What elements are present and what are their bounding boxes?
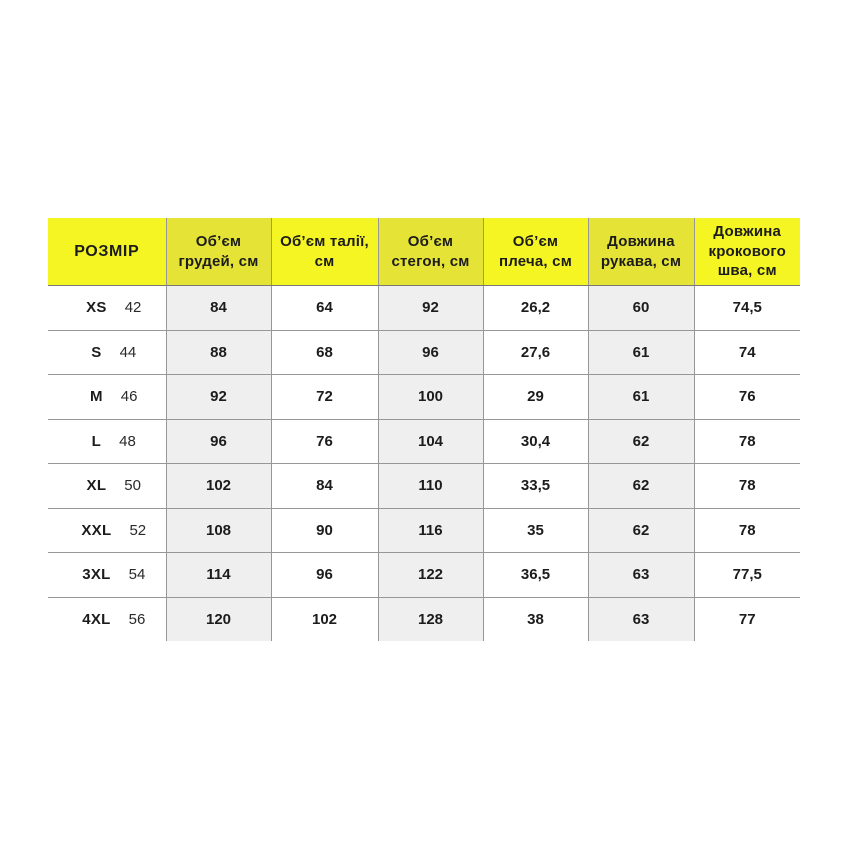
size-code: XL <box>86 477 107 495</box>
value-cell: 62 <box>588 464 694 509</box>
size-number: 50 <box>124 477 141 495</box>
size-number: 54 <box>128 566 146 584</box>
value-cell: 35 <box>483 508 588 553</box>
size-cell <box>48 464 166 509</box>
size-number: 48 <box>119 432 136 450</box>
size-code: XXL <box>81 521 112 539</box>
value-cell: 33,5 <box>483 464 588 509</box>
value-cell: 61 <box>588 375 694 420</box>
size-chart-table <box>48 218 800 641</box>
value-cell: 96 <box>166 419 271 464</box>
value-cell: 77,5 <box>694 553 800 598</box>
value-cell: 84 <box>271 464 378 509</box>
size-number: 52 <box>129 521 147 539</box>
table-row <box>48 508 800 553</box>
value-cell: 63 <box>588 553 694 598</box>
value-cell: 102 <box>166 464 271 509</box>
table-row <box>48 597 800 641</box>
size-code: S <box>91 343 102 361</box>
value-cell: 92 <box>166 375 271 420</box>
value-cell: 72 <box>271 375 378 420</box>
value-cell: 78 <box>694 508 800 553</box>
value-cell: 38 <box>483 597 588 641</box>
value-cell: 96 <box>378 330 483 375</box>
value-cell: 128 <box>378 597 483 641</box>
value-cell: 74 <box>694 330 800 375</box>
size-cell <box>48 286 166 331</box>
size-code: L <box>91 432 102 450</box>
header-size: РОЗМІР <box>48 218 166 286</box>
value-cell: 76 <box>271 419 378 464</box>
value-cell: 64 <box>271 286 378 331</box>
value-cell: 100 <box>378 375 483 420</box>
table-row <box>48 553 800 598</box>
value-cell: 92 <box>378 286 483 331</box>
value-cell: 26,2 <box>483 286 588 331</box>
value-cell: 78 <box>694 464 800 509</box>
header-chest: Об’єм грудей, см <box>166 218 271 286</box>
value-cell: 78 <box>694 419 800 464</box>
value-cell: 122 <box>378 553 483 598</box>
header-shoulder: Об’єм плеча, см <box>483 218 588 286</box>
value-cell: 104 <box>378 419 483 464</box>
table-row <box>48 286 800 331</box>
value-cell: 96 <box>271 553 378 598</box>
size-code: 3XL <box>82 566 111 584</box>
size-number: 44 <box>119 343 137 361</box>
value-cell: 62 <box>588 508 694 553</box>
value-cell: 61 <box>588 330 694 375</box>
size-cell <box>48 597 166 641</box>
table-row <box>48 375 800 420</box>
value-cell: 27,6 <box>483 330 588 375</box>
header-hips: Об’єм стегон, см <box>378 218 483 286</box>
value-cell: 76 <box>694 375 800 420</box>
value-cell: 29 <box>483 375 588 420</box>
size-cell <box>48 553 166 598</box>
header-sleeve: Довжина рукава, см <box>588 218 694 286</box>
value-cell: 30,4 <box>483 419 588 464</box>
value-cell: 108 <box>166 508 271 553</box>
value-cell: 90 <box>271 508 378 553</box>
value-cell: 88 <box>166 330 271 375</box>
value-cell: 102 <box>271 597 378 641</box>
value-cell: 68 <box>271 330 378 375</box>
value-cell: 77 <box>694 597 800 641</box>
size-number: 46 <box>120 388 138 406</box>
size-number: 56 <box>128 610 146 628</box>
size-number: 42 <box>124 299 142 317</box>
size-chart-header <box>48 218 800 286</box>
size-chart-body <box>48 286 800 642</box>
value-cell: 60 <box>588 286 694 331</box>
value-cell: 62 <box>588 419 694 464</box>
value-cell: 84 <box>166 286 271 331</box>
table-row <box>48 419 800 464</box>
table-row <box>48 464 800 509</box>
size-cell <box>48 330 166 375</box>
value-cell: 114 <box>166 553 271 598</box>
value-cell: 36,5 <box>483 553 588 598</box>
value-cell: 74,5 <box>694 286 800 331</box>
table-row <box>48 330 800 375</box>
size-code: 4XL <box>82 610 111 628</box>
size-cell <box>48 508 166 553</box>
header-inseam: Довжина крокового шва, см <box>694 218 800 286</box>
value-cell: 120 <box>166 597 271 641</box>
size-cell <box>48 419 166 464</box>
value-cell: 116 <box>378 508 483 553</box>
size-cell <box>48 375 166 420</box>
header-row <box>48 218 800 286</box>
value-cell: 110 <box>378 464 483 509</box>
size-code: XS <box>86 299 107 317</box>
value-cell: 63 <box>588 597 694 641</box>
header-waist: Об’єм талії, см <box>271 218 378 286</box>
size-code: M <box>90 388 103 406</box>
